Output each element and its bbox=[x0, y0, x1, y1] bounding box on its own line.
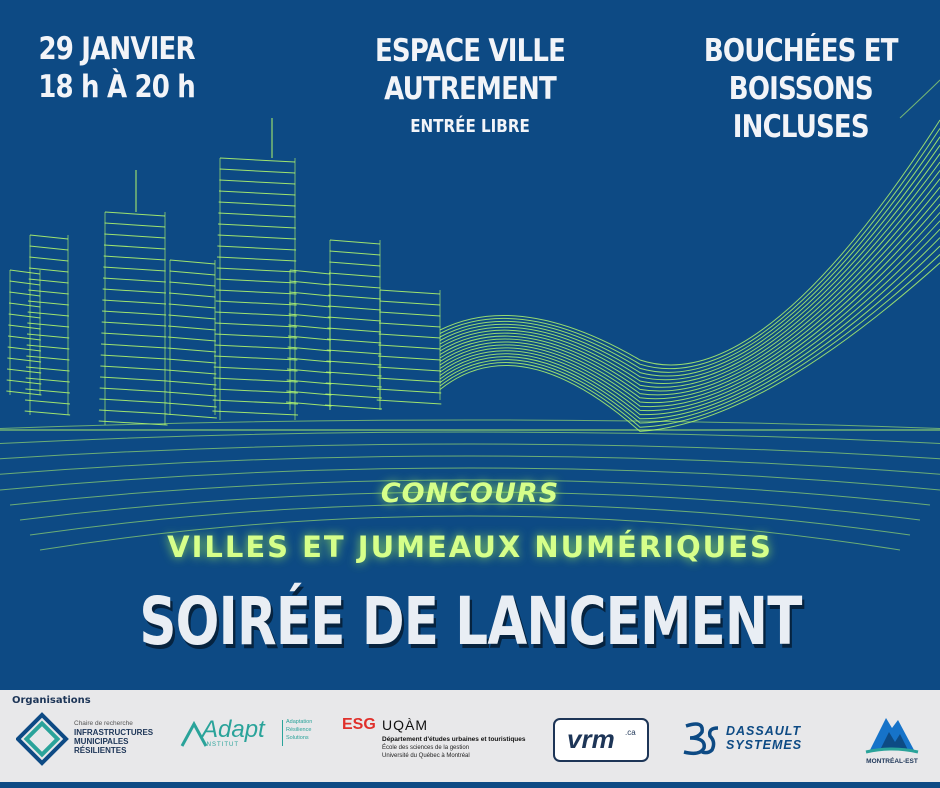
adapt-institut-logo bbox=[180, 716, 330, 766]
skyline-building-line bbox=[379, 334, 441, 338]
skyline-building-line bbox=[101, 344, 167, 348]
skyline-building-line bbox=[8, 325, 40, 329]
skyline-building-line bbox=[214, 345, 297, 349]
skyline-building-line bbox=[378, 345, 440, 349]
skyline-building-line bbox=[28, 312, 69, 316]
skyline-building-line bbox=[102, 300, 166, 304]
dassault-line2: SYSTEMES bbox=[726, 738, 803, 752]
organizations-label: Organisations bbox=[12, 695, 91, 706]
esg-line1: Département d'études urbaines et touristiques bbox=[382, 736, 526, 743]
skyline-building-line bbox=[170, 260, 215, 264]
esg-wordmark: ESG bbox=[342, 716, 376, 733]
skyline-building-line bbox=[10, 281, 40, 285]
skyline-building-line bbox=[219, 202, 296, 206]
bottom-strip bbox=[0, 782, 940, 788]
skyline-building-line bbox=[170, 271, 215, 275]
venue-name-line1: ESPACE VILLE bbox=[374, 33, 566, 69]
skyline-building-line bbox=[330, 240, 380, 244]
skyline-building-line bbox=[29, 268, 68, 272]
skyline-building-line bbox=[10, 270, 40, 274]
event-time: 18 h À 20 h bbox=[38, 69, 195, 105]
skyline-building-line bbox=[104, 234, 165, 238]
skyline-building-line bbox=[328, 317, 381, 321]
skyline-building-line bbox=[378, 367, 441, 371]
skyline-building-line bbox=[27, 334, 69, 338]
skyline-building-line bbox=[101, 355, 167, 359]
skyline-building-line bbox=[213, 400, 298, 404]
skyline-building-line bbox=[168, 315, 215, 319]
skyline-wave-line bbox=[440, 128, 940, 368]
skyline-building-line bbox=[169, 282, 215, 286]
imr-line2: INFRASTRUCTURES bbox=[74, 728, 154, 737]
skyline-building-line bbox=[103, 267, 165, 271]
event-venue bbox=[373, 32, 566, 140]
skyline-building-line bbox=[25, 389, 69, 393]
skyline-building-line bbox=[25, 400, 70, 404]
skyline-building-line bbox=[100, 377, 167, 381]
skyline-ground-line bbox=[0, 432, 940, 445]
skyline-building-line bbox=[166, 392, 217, 396]
skyline-building-line bbox=[166, 403, 217, 407]
montreal-est-label: MONTRÉAL-EST bbox=[866, 758, 918, 765]
imr-line3: MUNICIPALES bbox=[74, 737, 129, 746]
skyline-building-line bbox=[219, 191, 295, 195]
skyline-building-line bbox=[7, 380, 42, 384]
skyline-building-line bbox=[217, 257, 296, 261]
skyline-building-line bbox=[9, 314, 41, 318]
skyline-building-line bbox=[212, 411, 298, 415]
skyline-building-line bbox=[29, 279, 69, 283]
uqam-wordmark: UQÀM bbox=[382, 717, 428, 733]
skyline-building-line bbox=[217, 268, 297, 272]
skyline-building-line bbox=[329, 273, 380, 277]
esg-line2: École des sciences de la gestion bbox=[382, 745, 470, 751]
skyline-building-line bbox=[328, 306, 381, 310]
skyline-building-line bbox=[213, 378, 297, 382]
skyline-ground-line bbox=[0, 444, 940, 460]
skyline-building-line bbox=[380, 290, 440, 294]
vrm-suffix: .ca bbox=[625, 728, 636, 737]
skyline-building-line bbox=[377, 378, 441, 382]
skyline-building-line bbox=[325, 405, 382, 409]
skyline-building-line bbox=[218, 213, 295, 217]
skyline-building-line bbox=[26, 367, 70, 371]
skyline-building-line bbox=[168, 337, 216, 341]
skyline-building-line bbox=[219, 180, 295, 184]
dassault-3ds-icon bbox=[682, 718, 722, 758]
skyline-building-line bbox=[327, 339, 381, 343]
skyline-building-line bbox=[215, 312, 296, 316]
free-entry-note: ENTRÉE LIBRE bbox=[410, 116, 530, 137]
imr-line4: RÉSILIENTES bbox=[74, 746, 127, 755]
skyline-building-line bbox=[102, 322, 167, 326]
skyline-building-line bbox=[326, 361, 381, 365]
skyline-building-line bbox=[30, 235, 68, 239]
skyline-wave-line bbox=[440, 263, 940, 432]
skyline-building-line bbox=[218, 224, 296, 228]
contest-name: VILLES ET JUMEAUX NUMÉRIQUES bbox=[167, 530, 773, 564]
event-date-time bbox=[20, 30, 213, 106]
skyline-building-line bbox=[100, 388, 167, 392]
montreal-est-logo bbox=[862, 712, 922, 774]
skyline-building-line bbox=[105, 223, 165, 227]
skyline-building-line bbox=[214, 356, 297, 360]
adapt-tag3: Solutions bbox=[286, 735, 309, 741]
food-line2: BOISSONS bbox=[728, 71, 873, 107]
skyline-building-line bbox=[27, 345, 70, 349]
skyline-building-line bbox=[326, 383, 382, 387]
skyline-building-line bbox=[169, 293, 215, 297]
skyline-building-line bbox=[166, 381, 216, 385]
skyline-building-line bbox=[326, 372, 382, 376]
adapt-tag1: Adaptation bbox=[286, 719, 313, 725]
esg-line3: Université du Québec à Montréal bbox=[382, 753, 470, 759]
skyline-building-line bbox=[30, 246, 68, 250]
contest-label: CONCOURS bbox=[380, 478, 560, 509]
event-title-text: SOIRÉE DE LANCEMENT bbox=[138, 583, 802, 660]
skyline-building-line bbox=[165, 414, 216, 418]
skyline-building-line bbox=[214, 367, 298, 371]
skyline-building-line bbox=[26, 378, 70, 382]
skyline-building-line bbox=[8, 336, 41, 340]
skyline-building-line bbox=[25, 411, 70, 415]
adapt-tag2: Résilience bbox=[286, 727, 312, 733]
skyline-building-line bbox=[327, 350, 382, 354]
venue-name-line2: AUTREMENT bbox=[384, 71, 556, 107]
skyline-building-line bbox=[9, 292, 40, 296]
skyline-building-line bbox=[216, 279, 296, 283]
skyline-building-line bbox=[102, 311, 166, 315]
skyline-building-line bbox=[99, 410, 167, 414]
skyline-building-line bbox=[328, 295, 380, 299]
skyline-building-line bbox=[377, 389, 441, 393]
skyline-building-line bbox=[7, 358, 41, 362]
food-drinks-note bbox=[692, 32, 910, 146]
skyline-building-line bbox=[99, 399, 167, 403]
skyline-building-line bbox=[218, 235, 296, 239]
skyline-building-line bbox=[6, 391, 41, 395]
vrm-name: vrm bbox=[567, 724, 615, 754]
skyline-building-line bbox=[215, 323, 297, 327]
event-title bbox=[0, 583, 940, 660]
skyline-building-line bbox=[29, 257, 68, 261]
skyline-building-line bbox=[9, 303, 40, 307]
partner-logos-band bbox=[0, 690, 940, 782]
skyline-building-line bbox=[28, 290, 68, 294]
skyline-building-line bbox=[104, 256, 166, 260]
skyline-building-line bbox=[217, 246, 296, 250]
skyline-building-line bbox=[220, 158, 295, 162]
dassault-line1: DASSAULT bbox=[726, 724, 802, 738]
skyline-wave-line bbox=[440, 238, 940, 419]
skyline-building-line bbox=[103, 278, 166, 282]
skyline-building-line bbox=[167, 348, 216, 352]
skyline-building-line bbox=[380, 301, 440, 305]
vrm-logo bbox=[553, 718, 649, 762]
skyline-building-line bbox=[329, 262, 380, 266]
skyline-building-line bbox=[104, 245, 165, 249]
skyline-building-line bbox=[329, 284, 381, 288]
skyline-wave-line bbox=[440, 120, 940, 365]
montreal-est-crest-icon bbox=[862, 712, 922, 758]
skyline-building-line bbox=[103, 289, 166, 293]
skyline-building-line bbox=[27, 323, 69, 327]
skyline-ground-line bbox=[0, 420, 940, 430]
skyline-building-line bbox=[105, 212, 165, 216]
skyline-building-line bbox=[8, 347, 41, 351]
skyline-building-line bbox=[101, 333, 166, 337]
skyline-building-line bbox=[379, 323, 440, 327]
adapt-name: Adapt bbox=[202, 716, 265, 743]
food-line1: BOUCHÉES ET bbox=[703, 33, 898, 69]
event-date: 29 JANVIER bbox=[38, 31, 195, 67]
skyline-building-line bbox=[216, 290, 297, 294]
skyline-building-line bbox=[378, 356, 441, 360]
dassault-systemes-logo bbox=[682, 718, 832, 762]
skyline-building-line bbox=[7, 369, 41, 373]
imr-line1: Chaire de recherche bbox=[74, 720, 133, 727]
skyline-building-line bbox=[28, 301, 69, 305]
skyline-building-line bbox=[379, 312, 440, 316]
esg-uqam-logo bbox=[342, 716, 532, 766]
skyline-building-line bbox=[330, 251, 380, 255]
food-line3: INCLUSES bbox=[732, 109, 869, 145]
skyline-building-line bbox=[213, 389, 298, 393]
skyline-building-line bbox=[327, 328, 381, 332]
skyline-building-line bbox=[26, 356, 69, 360]
skyline-building-line bbox=[377, 400, 442, 404]
skyline-building-line bbox=[167, 370, 217, 374]
skyline-building-line bbox=[216, 301, 297, 305]
imr-chair-logo bbox=[16, 710, 166, 772]
skyline-building-line bbox=[168, 326, 216, 330]
skyline-building-line bbox=[167, 359, 216, 363]
skyline-building-line bbox=[169, 304, 216, 308]
skyline-ground-line bbox=[0, 456, 940, 475]
skyline-building-line bbox=[215, 334, 297, 338]
skyline-building-line bbox=[325, 394, 381, 398]
skyline-building-line bbox=[220, 169, 295, 173]
adapt-sub: INSTITUT bbox=[204, 742, 239, 748]
skyline-wave-line bbox=[440, 204, 940, 403]
skyline-building-line bbox=[100, 366, 166, 370]
